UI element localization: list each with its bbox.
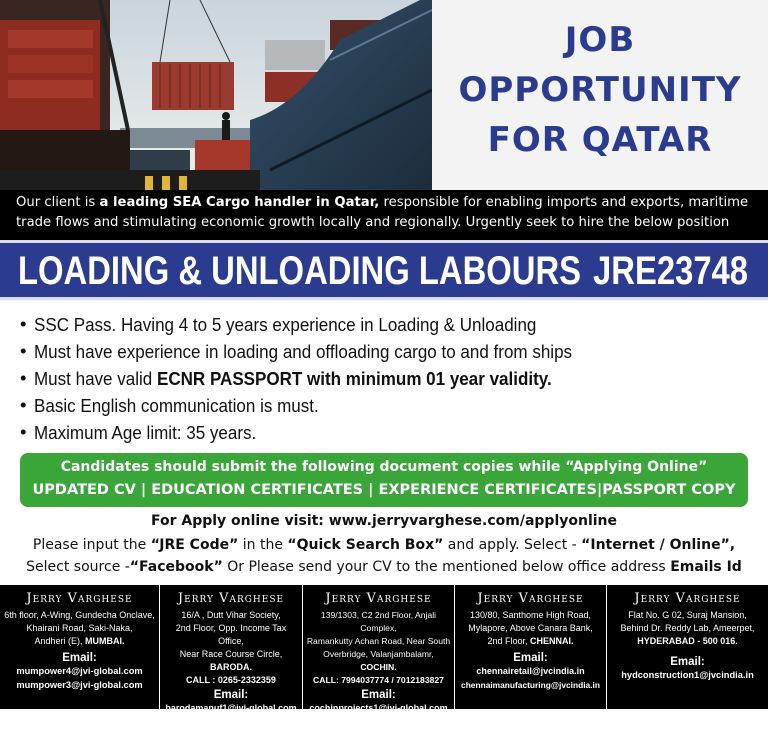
instr-text: in the bbox=[238, 537, 288, 553]
office-address bbox=[303, 609, 454, 687]
address-text: 2nd Floor, bbox=[487, 636, 530, 646]
instr-bold: “Quick Search Box” bbox=[287, 537, 444, 553]
intro-text-a: Our client is bbox=[16, 195, 100, 210]
documents-list: UPDATED CV | EDUCATION CERTIFICATES | EXPERIENCE CERTIFICATES|PASSPORT COPY bbox=[32, 482, 736, 498]
cargo-ship-illustration bbox=[0, 0, 432, 190]
requirement-item bbox=[20, 341, 760, 368]
address-line bbox=[458, 635, 603, 648]
instr-text: Select source - bbox=[26, 559, 130, 575]
office-address bbox=[607, 609, 768, 648]
intro-line-2: trade flows and stimulating economic growth locally and regionally. Urgently seek to hire the below position bbox=[16, 215, 730, 230]
office-brand: Jerry Varghese bbox=[634, 591, 741, 606]
requirement-text-bold: ECNR PASSPORT with minimum 01 year validity. bbox=[156, 368, 552, 389]
instr-text: Please input the bbox=[32, 537, 151, 553]
instr-bold: Emails Id bbox=[670, 559, 742, 575]
requirement-text bbox=[34, 368, 552, 390]
email-link[interactable]: barodamanuf1@jvi-global.com bbox=[165, 703, 297, 713]
hero-section bbox=[0, 0, 768, 190]
address-line: Ramankutty Achan Road, Near South bbox=[306, 636, 451, 646]
email-link[interactable]: cochinprojects1@jvi-global.com bbox=[309, 703, 448, 713]
email-link[interactable]: mumpower4@jvi-global.com bbox=[16, 666, 143, 676]
address-line: Khairani Road, Saki-Naka, bbox=[26, 623, 133, 633]
instr-bold: “Internet / Online”, bbox=[581, 537, 736, 553]
documents-box bbox=[20, 453, 748, 507]
requirement-text-a: Must have valid bbox=[34, 368, 157, 389]
office-city: BARODA. bbox=[210, 662, 252, 672]
office-address bbox=[160, 609, 302, 687]
address-line: Mylapore, Above Canara Bank, bbox=[468, 623, 593, 633]
office-phone: CALL: 7994037774 / 7012183827 bbox=[313, 675, 444, 685]
office-brand: Jerry Varghese bbox=[177, 591, 285, 606]
email-link[interactable]: chennaimanufacturing@jvcindia.in bbox=[461, 680, 600, 690]
email-label: Email: bbox=[513, 652, 548, 664]
intro-text bbox=[0, 190, 768, 240]
instr-bold: “JRE Code” bbox=[150, 537, 239, 553]
office-city: COCHIN. bbox=[360, 662, 397, 672]
intro-line-1 bbox=[16, 195, 748, 210]
office-brand: Jerry Varghese bbox=[477, 591, 584, 606]
address-text: Near Race Course Circle, bbox=[179, 649, 283, 659]
address-line bbox=[163, 648, 299, 674]
email-label: Email: bbox=[670, 656, 705, 668]
office-mumbai bbox=[0, 585, 160, 709]
address-text: Overbridge, Valanjambalamr, bbox=[323, 649, 434, 659]
instr-text: and apply. Select - bbox=[443, 537, 582, 553]
email-link[interactable]: barodaproject@jvi-global.com bbox=[166, 717, 296, 727]
address-text: Andheri (E), bbox=[34, 636, 86, 646]
email-label: Email: bbox=[62, 652, 97, 664]
apply-instructions-line-2 bbox=[0, 559, 768, 575]
address-line: 6th floor, A-Wing, Gundecha Onclave, bbox=[4, 610, 155, 620]
office-address bbox=[455, 609, 606, 648]
address-line: 16/A , Dutt Vihar Society, bbox=[181, 610, 281, 620]
office-cochin bbox=[303, 585, 455, 727]
position-title: LOADING & UNLOADING LABOURS bbox=[18, 249, 582, 293]
apply-online-link[interactable]: For Apply online visit: www.jerryvarghese.com/applyonline bbox=[150, 513, 618, 529]
office-chennai bbox=[455, 585, 607, 709]
office-brand: Jerry Varghese bbox=[325, 591, 432, 606]
headline-panel bbox=[432, 0, 768, 190]
requirement-item bbox=[20, 422, 760, 449]
address-line: 139/1303, C2 2nd Floor, Anjali Complex, bbox=[320, 610, 437, 633]
instr-text: Or Please send your CV to the mentioned below office address bbox=[222, 559, 671, 575]
email-link[interactable]: cochinprojects@jvi-global.com bbox=[311, 717, 446, 727]
position-title-bar bbox=[0, 240, 768, 300]
position-code: JRE23748 bbox=[592, 249, 748, 293]
requirement-item bbox=[20, 395, 760, 422]
office-address bbox=[0, 609, 159, 648]
documents-intro: Candidates should submit the following document copies while “Applying Online” bbox=[60, 459, 708, 475]
requirement-item bbox=[20, 314, 760, 341]
email-label: Email: bbox=[361, 689, 396, 701]
requirement-text: Basic English communication is must. bbox=[34, 395, 319, 416]
requirement-text: SSC Pass. Having 4 to 5 years experience in Loading & Unloading bbox=[34, 314, 537, 335]
requirements-list bbox=[20, 314, 760, 449]
requirement-text: Maximum Age limit: 35 years. bbox=[34, 422, 257, 443]
requirement-text: Must have experience in loading and offloading cargo to and from ships bbox=[34, 341, 573, 362]
address-line: 2nd Floor, Opp. Income Tax Office, bbox=[175, 623, 287, 646]
address-line: Behind Dr. Reddy Lab, Ameerpet, bbox=[620, 623, 755, 633]
intro-text-bold: a leading SEA Cargo handler in Qatar, bbox=[99, 195, 380, 210]
email-link[interactable]: chennairetail@jvcindia.in bbox=[476, 666, 585, 676]
office-city: MUMBAI. bbox=[85, 636, 125, 646]
office-brand: Jerry Varghese bbox=[26, 591, 133, 606]
offices-footer bbox=[0, 585, 768, 727]
office-city: HYDERABAD - 500 016. bbox=[637, 636, 738, 646]
address-line bbox=[306, 648, 451, 674]
email-link[interactable]: mumpower3@jvi-global.com bbox=[16, 680, 143, 690]
address-line: 130/80, Santhome High Road, bbox=[469, 610, 592, 620]
headline-line-1: JOB bbox=[564, 20, 636, 60]
office-hyderabad bbox=[607, 585, 768, 709]
instr-bold: “Facebook” bbox=[129, 559, 223, 575]
office-city: CHENNAI. bbox=[530, 636, 574, 646]
office-phone: CALL : 0265-2332359 bbox=[186, 675, 276, 685]
headline-line-2: OPPORTUNITY bbox=[458, 70, 742, 110]
address-line: Flat No. G 02, Suraj Mansion, bbox=[628, 610, 747, 620]
cargo-ship-photo bbox=[0, 0, 432, 190]
apply-instructions-line-1 bbox=[0, 537, 768, 553]
address-line bbox=[3, 635, 156, 648]
headline-line-3: FOR QATAR bbox=[487, 120, 713, 160]
email-label: Email: bbox=[213, 689, 249, 701]
requirement-item bbox=[20, 368, 760, 395]
office-baroda bbox=[160, 585, 303, 727]
intro-text-c: responsible for enabling imports and exports, maritime bbox=[379, 195, 749, 210]
email-link[interactable]: hydconstruction1@jvcindia.in bbox=[621, 670, 754, 680]
